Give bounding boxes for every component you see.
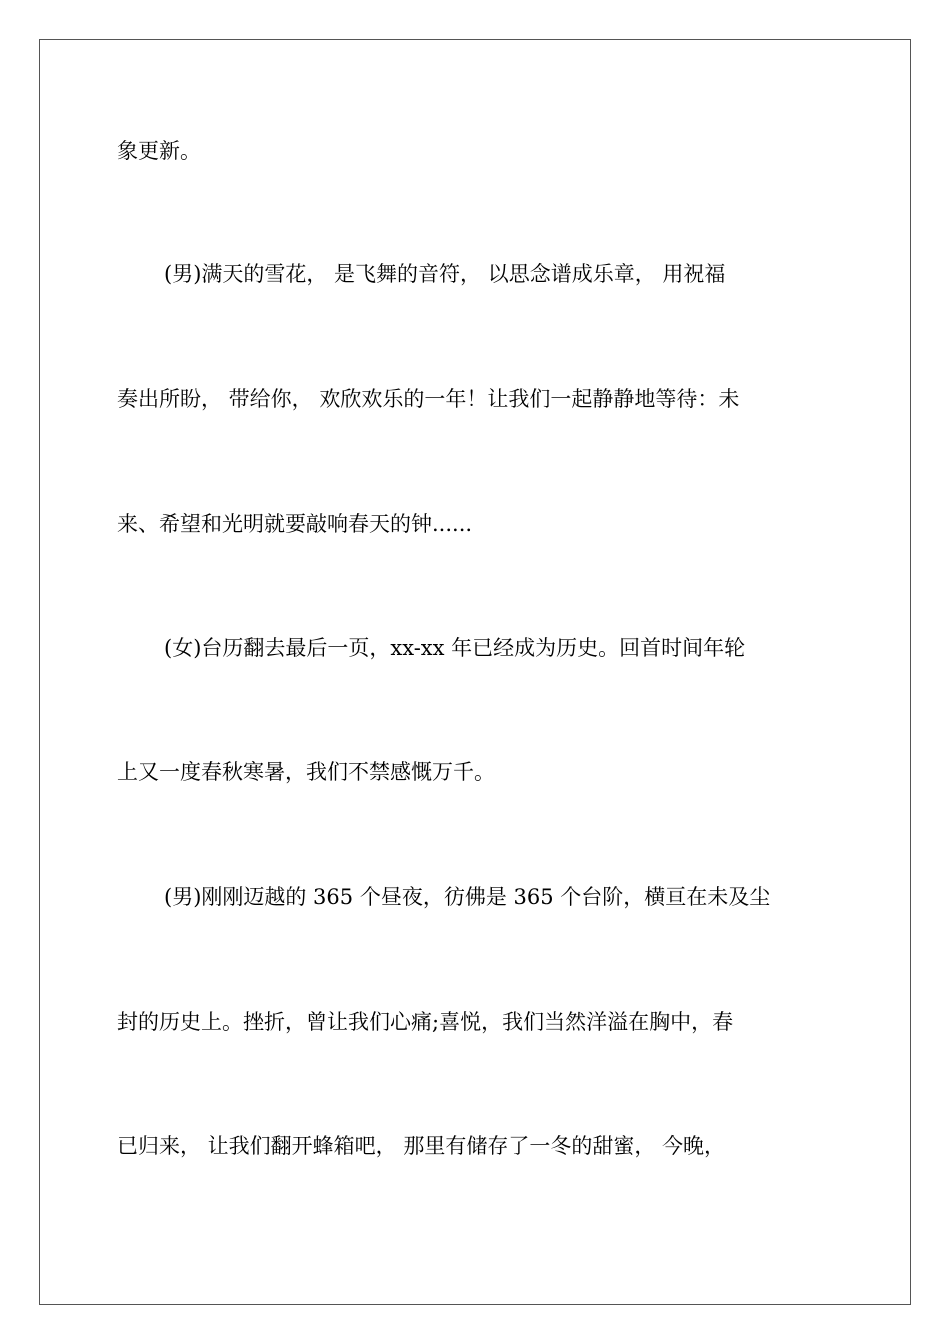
text-line-8: 封的历史上。挫折，曾让我们心痛;喜悦，我们当然洋溢在胸中，春 [117,1010,734,1034]
text-line-5: (女)台历翻去最后一页，xx-xx 年已经成为历史。回首时间年轮 [164,636,746,660]
text-line-9: 已归来， 让我们翻开蜂箱吧， 那里有储存了一冬的甜蜜， 今晚， [117,1134,726,1158]
text-line-6: 上又一度春秋寒暑，我们不禁感慨万千。 [117,760,495,784]
text-line-7: (男)刚刚迈越的 365 个昼夜，彷佛是 365 个台阶，横亘在未及尘 [164,885,771,909]
text-line-4: 来、希望和光明就要敲响春天的钟...... [117,512,473,536]
text-line-1: 象更新。 [117,139,201,163]
page-border [39,39,911,1305]
text-line-2-content: (男)满天的雪花， 是飞舞的音符， 以思念谱成乐章， 用祝福 [164,262,726,286]
text-line-3: 奏出所盼， 带给你， 欢欣欢乐的一年！让我们一起静静地等待：未 [117,387,740,411]
text-line-2 [164,261,833,287]
